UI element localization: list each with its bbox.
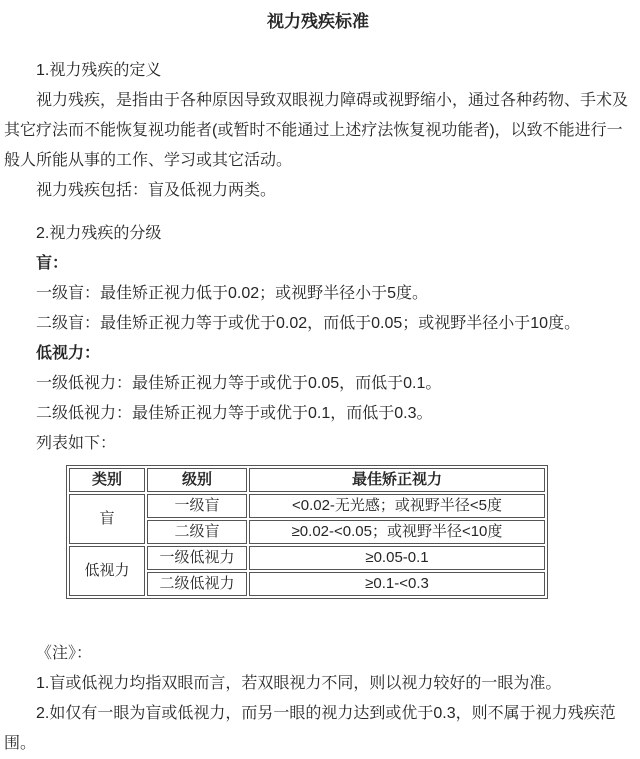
table-header-acuity: 最佳矫正视力 xyxy=(249,468,545,492)
table-cell-level: 一级低视力 xyxy=(147,546,247,570)
section1-heading: 1.视力残疾的定义 xyxy=(36,62,162,79)
lowvision-level2-line: 二级低视力：最佳矫正视力等于或优于0.1，而低于0.3。 xyxy=(36,405,433,422)
table-intro-line: 列表如下： xyxy=(36,435,117,452)
notes-heading: 《注》： xyxy=(36,645,93,662)
table-row xyxy=(69,494,545,518)
lowvision-level1-line: 一级低视力：最佳矫正视力等于或优于0.05，而低于0.1。 xyxy=(36,375,442,392)
table-cell-level: 一级盲 xyxy=(147,494,247,518)
table-header-level: 级别 xyxy=(147,468,247,492)
section2-heading: 2.视力残疾的分级 xyxy=(36,225,162,242)
table-row xyxy=(69,546,545,570)
classification-table xyxy=(66,465,548,599)
section-classification xyxy=(4,219,632,459)
table-cell-acuity: ≥0.02-<0.05；或视野半径<10度 xyxy=(249,520,545,544)
lowvision-label: 低视力： xyxy=(36,345,101,362)
table-header-category: 类别 xyxy=(69,468,145,492)
page-title: 视力残疾标准 xyxy=(267,12,369,31)
table-cell-level: 二级盲 xyxy=(147,520,247,544)
table-header-row xyxy=(69,468,545,492)
table-cell-category-blind: 盲 xyxy=(69,494,145,544)
definition-paragraph: 视力残疾，是指由于各种原因导致双眼视力障碍或视野缩小，通过各种药物、手术及其它疗法而不能恢复视功能者(或暂时不能通过上述疗法恢复视功能者)，以致不能进行一般人所能从事的工作、学习或其它活动。 xyxy=(4,92,629,169)
note-item-2: 2.如仅有一眼为盲或低视力，而另一眼的视力达到或优于0.3，则不属于视力残疾范围。 xyxy=(4,705,616,752)
table-cell-category-lowvision: 低视力 xyxy=(69,546,145,596)
blind-label: 盲： xyxy=(36,255,69,272)
table-cell-acuity: ≥0.05-0.1 xyxy=(249,546,545,570)
table-cell-acuity: ≥0.1-<0.3 xyxy=(249,572,545,596)
table-cell-acuity: <0.02-无光感；或视野半径<5度 xyxy=(249,494,545,518)
note-item-1: 1.盲或低视力均指双眼而言，若双眼视力不同，则以视力较好的一眼为准。 xyxy=(36,675,562,692)
blind-level2-line: 二级盲：最佳矫正视力等于或优于0.02，而低于0.05；或视野半径小于10度。 xyxy=(36,315,581,332)
categories-paragraph: 视力残疾包括：盲及低视力两类。 xyxy=(36,182,277,199)
blind-level1-line: 一级盲：最佳矫正视力低于0.02；或视野半径小于5度。 xyxy=(36,285,429,302)
section-notes xyxy=(4,639,632,759)
table-cell-level: 二级低视力 xyxy=(147,572,247,596)
section-definition xyxy=(4,56,632,206)
